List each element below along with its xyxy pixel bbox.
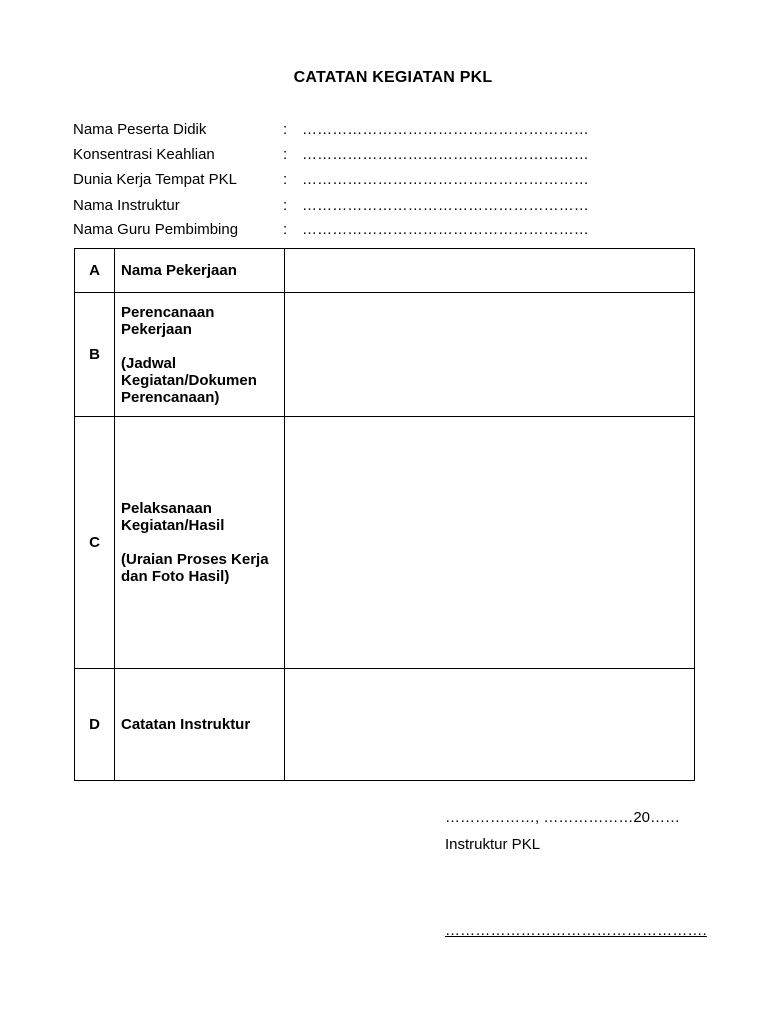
field-separator: : bbox=[283, 171, 288, 188]
field-value-blank: ………………………………………………… bbox=[302, 171, 589, 188]
row-c-subtitle: (Uraian Proses Kerja dan Foto Hasil) bbox=[121, 551, 269, 585]
field-value-blank: ………………………………………………… bbox=[302, 121, 589, 138]
field-value-blank: ………………………………………………… bbox=[302, 221, 589, 238]
row-a-title-cell bbox=[121, 249, 281, 292]
signature-role: Instruktur PKL bbox=[445, 836, 541, 853]
row-b-title-cell bbox=[121, 293, 281, 416]
form-title: CATATAN KEGIATAN PKL bbox=[293, 69, 493, 86]
row-d-code: D bbox=[89, 716, 100, 733]
row-b-code: B bbox=[89, 346, 100, 363]
field-separator: : bbox=[283, 146, 288, 163]
row-d-title: Catatan Instruktur bbox=[121, 716, 251, 733]
column-divider bbox=[114, 249, 115, 780]
field-label: Nama Instruktur bbox=[73, 197, 180, 214]
field-label: Nama Guru Pembimbing bbox=[73, 221, 239, 238]
signature-place-date: ………………, ………………20…… bbox=[445, 809, 681, 826]
row-b-title: Perencanaan Pekerjaan bbox=[121, 303, 215, 338]
row-c-content[interactable] bbox=[285, 417, 694, 668]
activity-table bbox=[74, 248, 695, 781]
row-c-code: C bbox=[89, 534, 100, 551]
field-separator: : bbox=[283, 121, 288, 138]
field-value-blank: ………………………………………………… bbox=[302, 197, 589, 214]
row-a-title: Nama Pekerjaan bbox=[121, 262, 237, 279]
field-label: Dunia Kerja Tempat PKL bbox=[73, 171, 237, 188]
row-c-title: Pelaksanaan Kegiatan/Hasil bbox=[121, 500, 225, 534]
row-c-title-cell bbox=[121, 417, 281, 668]
row-a-content[interactable] bbox=[285, 249, 694, 292]
field-label: Nama Peserta Didik bbox=[73, 121, 207, 138]
field-value-blank: ………………………………………………… bbox=[302, 146, 589, 163]
row-a-code: A bbox=[89, 262, 100, 279]
signature-name-line: ……………………………………………. bbox=[445, 922, 707, 939]
field-separator: : bbox=[283, 221, 288, 238]
row-d-content[interactable] bbox=[285, 669, 694, 780]
row-b-subtitle: (Jadwal Kegiatan/Dokumen Perencanaan) bbox=[121, 354, 257, 406]
field-separator: : bbox=[283, 197, 288, 214]
row-d-title-cell bbox=[121, 669, 281, 780]
field-label: Konsentrasi Keahlian bbox=[73, 146, 215, 163]
row-b-content[interactable] bbox=[285, 293, 694, 416]
